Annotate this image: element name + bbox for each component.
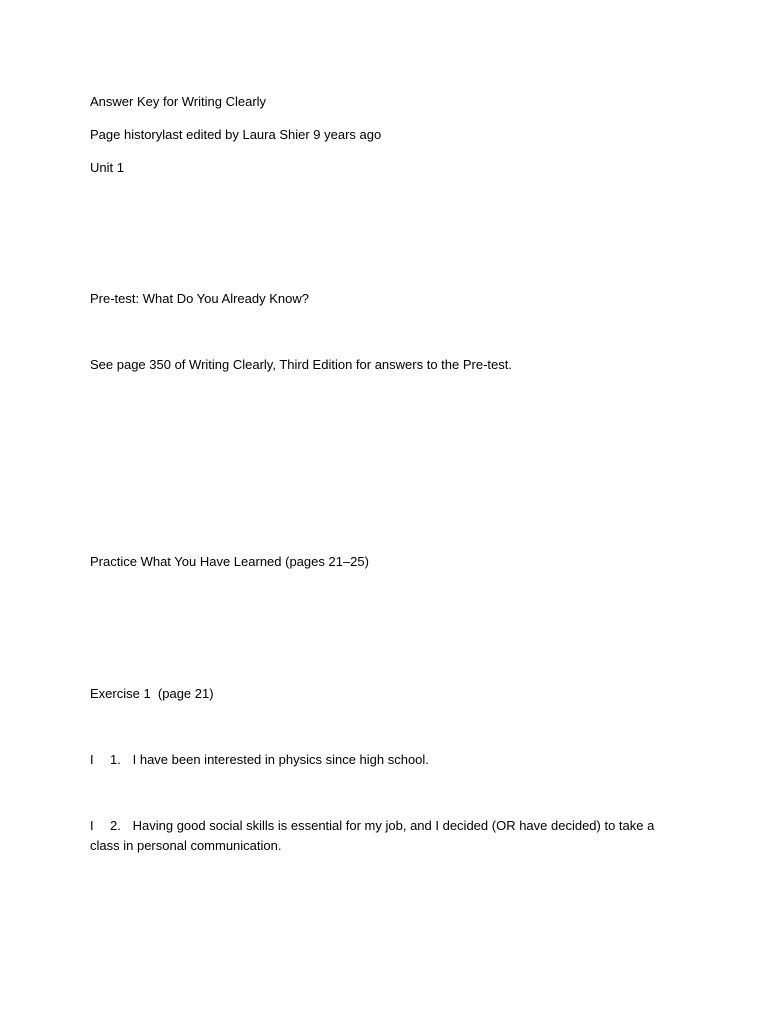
- pretest-note: See page 350 of Writing Clearly, Third Edition for answers to the Pre-test.: [90, 357, 512, 372]
- practice-heading: Practice What You Have Learned (pages 21–25): [90, 554, 369, 569]
- answer-item: [90, 816, 680, 856]
- exercise-heading: Exercise 1 (page 21): [90, 686, 214, 701]
- document-title: Answer Key for Writing Clearly: [90, 94, 267, 109]
- answer-number: 1.: [110, 752, 121, 767]
- pretest-heading: Pre-test: What Do You Already Know?: [90, 291, 309, 306]
- answer-item: [90, 750, 690, 770]
- answer-text: I have been interested in physics since high school.: [132, 752, 429, 767]
- unit-heading: Unit 1: [90, 160, 124, 175]
- answer-number: 2.: [110, 818, 121, 833]
- answer-marker: I: [90, 818, 94, 833]
- answer-text: Having good social skills is essential for my job, and I decided (OR have decided) to take a class in personal communication.: [90, 818, 655, 853]
- answer-marker: I: [90, 752, 94, 767]
- page-history-text: Page historylast edited by Laura Shier 9 years ago: [90, 127, 382, 142]
